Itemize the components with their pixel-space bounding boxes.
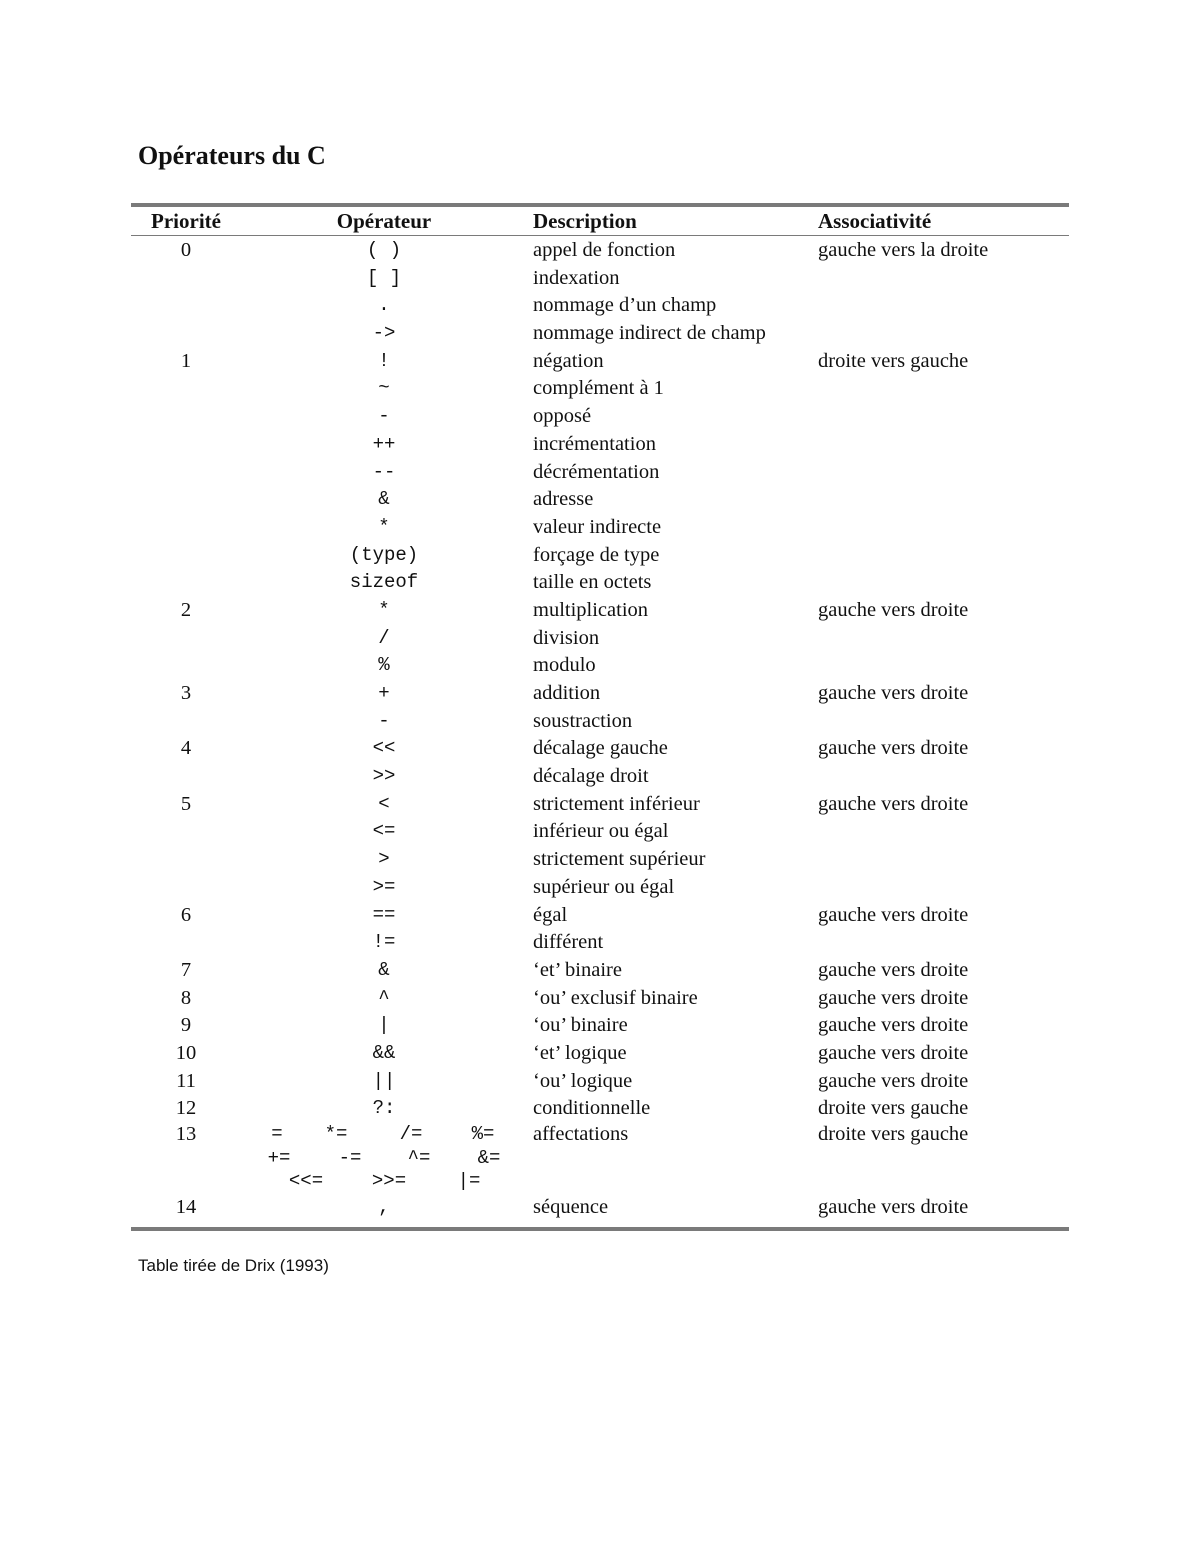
table-row — [131, 1040, 1069, 1068]
associativity-cell: gauche vers droite — [818, 1041, 969, 1064]
operator-symbol: * — [378, 515, 390, 538]
operator-symbol: /= — [399, 1123, 423, 1145]
associativity-cell: gauche vers droite — [818, 1069, 969, 1092]
priority-value: 11 — [176, 1069, 196, 1092]
operator-symbol: % — [378, 654, 390, 677]
operator-symbol: || — [372, 1069, 396, 1092]
operator-symbol: >= — [372, 875, 396, 898]
description-cell: ‘ou’ logique — [533, 1069, 633, 1092]
operator-symbol: ^= — [407, 1146, 431, 1169]
associativity-cell: gauche vers droite — [818, 792, 969, 815]
description-cell: supérieur ou égal — [533, 875, 675, 898]
description-cell: division — [533, 626, 600, 649]
description-cell: inférieur ou égal — [533, 820, 669, 843]
table-row-assignment — [131, 1123, 1069, 1147]
table-row — [131, 459, 1069, 487]
table-row — [131, 1068, 1069, 1096]
description-cell: affectations — [533, 1123, 629, 1145]
table-row — [131, 874, 1069, 902]
table-row — [131, 486, 1069, 514]
description-cell: complément à 1 — [533, 377, 664, 400]
operator-symbol: (type) — [349, 543, 419, 566]
table-row — [131, 514, 1069, 542]
operator-symbol: * — [378, 598, 390, 621]
description-cell: ‘ou’ binaire — [533, 1014, 628, 1037]
table-row — [131, 735, 1069, 763]
description-cell: négation — [533, 349, 604, 372]
priority-value: 8 — [180, 986, 192, 1009]
description-cell: nommage d’un champ — [533, 294, 717, 317]
associativity-cell: gauche vers droite — [818, 682, 969, 704]
operator-symbol: -- — [372, 460, 396, 483]
associativity-cell: droite vers gauche — [818, 1097, 969, 1120]
table-row — [131, 957, 1069, 985]
operator-symbol: &= — [477, 1146, 501, 1169]
operator-symbol: . — [378, 294, 390, 317]
table-row — [131, 1095, 1069, 1123]
description-cell: taille en octets — [533, 571, 652, 594]
table-row-assignment-continued — [131, 1170, 1069, 1194]
table-row — [131, 1012, 1069, 1040]
associativity-cell: gauche vers droite — [818, 1014, 969, 1037]
operator-symbol: ++ — [372, 432, 396, 455]
operator-symbol: && — [372, 1041, 396, 1064]
associativity-cell: gauche vers la droite — [818, 239, 989, 261]
table-row — [131, 375, 1069, 403]
associativity-cell: droite vers gauche — [818, 349, 969, 372]
priority-value: 2 — [180, 598, 192, 621]
description-cell: appel de fonction — [533, 239, 676, 261]
priority-value: 5 — [180, 792, 192, 815]
table-row — [131, 625, 1069, 653]
page-title: Opérateurs du C — [138, 141, 326, 170]
associativity-cell: gauche vers droite — [818, 598, 969, 621]
operator-symbol: |= — [457, 1170, 481, 1192]
table-row — [131, 708, 1069, 736]
priority-value: 12 — [175, 1097, 197, 1120]
operator-symbol: <<= — [288, 1170, 324, 1192]
operator-symbol: == — [372, 903, 396, 926]
operator-symbol: & — [378, 958, 390, 981]
header-description: Description — [533, 209, 637, 233]
operator-symbol: != — [372, 931, 396, 954]
operator-symbol: | — [378, 1014, 390, 1037]
operator-symbol: ! — [378, 349, 390, 372]
description-cell: soustraction — [533, 709, 633, 732]
operator-symbol: [ ] — [366, 266, 402, 289]
priority-value: 6 — [180, 903, 192, 926]
operator-symbol: -= — [338, 1146, 362, 1169]
table-row — [131, 403, 1069, 431]
description-cell: conditionnelle — [533, 1097, 651, 1120]
table-row — [131, 818, 1069, 846]
operator-symbol: ~ — [378, 377, 390, 400]
table-top-rule — [131, 203, 1069, 207]
operator-symbol: %= — [471, 1123, 495, 1145]
operator-symbol: ^ — [378, 986, 390, 1009]
description-cell: forçage de type — [533, 543, 660, 566]
operator-symbol: - — [378, 405, 390, 428]
header-associativity: Associativité — [818, 209, 932, 233]
priority-value: 3 — [180, 682, 192, 704]
operator-symbol: << — [372, 737, 396, 760]
priority-value: 10 — [175, 1041, 197, 1064]
description-cell: modulo — [533, 654, 596, 677]
description-cell: strictement inférieur — [533, 792, 700, 815]
operator-symbol: sizeof — [349, 571, 419, 594]
operator-symbol: *= — [324, 1123, 348, 1145]
associativity-cell: droite vers gauche — [818, 1123, 969, 1145]
operator-symbol: ( ) — [366, 239, 402, 261]
operator-symbol: ?: — [372, 1097, 396, 1120]
operator-symbol: & — [378, 488, 390, 511]
table-row — [131, 985, 1069, 1013]
description-cell: ‘et’ binaire — [533, 958, 622, 981]
priority-value: 7 — [180, 958, 192, 981]
table-row — [131, 652, 1069, 680]
operator-symbol: - — [378, 709, 390, 732]
operator-symbol: += — [267, 1146, 291, 1169]
table-caption: Table tirée de Drix (1993) — [138, 1256, 329, 1275]
table-row — [131, 265, 1069, 293]
table-header-rule — [131, 235, 1069, 236]
operator-symbol: -> — [372, 322, 396, 345]
description-cell: valeur indirecte — [533, 515, 662, 538]
description-cell: addition — [533, 682, 601, 704]
description-cell: décrémentation — [533, 460, 660, 483]
associativity-cell: gauche vers droite — [818, 1195, 969, 1218]
associativity-cell: gauche vers droite — [818, 986, 969, 1009]
operator-symbol: > — [378, 848, 390, 871]
operator-symbol: >> — [372, 765, 396, 788]
description-cell: adresse — [533, 488, 594, 511]
table-row — [131, 237, 1069, 265]
operator-symbol: <= — [372, 820, 396, 843]
table-row — [131, 929, 1069, 957]
description-cell: décalage droit — [533, 765, 649, 788]
table-row — [131, 597, 1069, 625]
description-cell: séquence — [533, 1195, 609, 1218]
priority-value: 9 — [180, 1014, 192, 1037]
table-row — [131, 320, 1069, 348]
description-cell: indexation — [533, 266, 620, 289]
description-cell: décalage gauche — [533, 737, 668, 760]
description-cell: strictement supérieur — [533, 848, 706, 871]
description-cell: égal — [533, 903, 568, 926]
priority-value: 4 — [180, 737, 192, 760]
table-row-assignment-continued — [131, 1147, 1069, 1171]
description-cell: nommage indirect de champ — [533, 322, 766, 345]
table-row — [131, 1194, 1069, 1222]
operator-symbol: >>= — [371, 1170, 407, 1192]
table-body — [131, 237, 1069, 1221]
priority-value: 1 — [180, 349, 192, 372]
table-row — [131, 763, 1069, 791]
table-bottom-rule — [131, 1227, 1069, 1231]
table-row — [131, 791, 1069, 819]
operator-symbol: + — [378, 682, 390, 704]
table-row — [131, 846, 1069, 874]
description-cell: multiplication — [533, 598, 649, 621]
operator-symbol: / — [378, 626, 390, 649]
associativity-cell: gauche vers droite — [818, 903, 969, 926]
operator-symbol: < — [378, 792, 390, 815]
table-row — [131, 292, 1069, 320]
table-row — [131, 348, 1069, 376]
table-row — [131, 542, 1069, 570]
table-row — [131, 431, 1069, 459]
description-cell: incrémentation — [533, 432, 656, 455]
table-row — [131, 569, 1069, 597]
priority-value: 13 — [175, 1123, 197, 1145]
operator-symbol: , — [378, 1195, 390, 1218]
operator-symbol: = — [271, 1123, 283, 1145]
priority-value: 0 — [180, 239, 192, 261]
associativity-cell: gauche vers droite — [818, 958, 969, 981]
description-cell: opposé — [533, 405, 592, 428]
table-row — [131, 902, 1069, 930]
table-row — [131, 680, 1069, 708]
priority-value: 14 — [175, 1195, 197, 1218]
associativity-cell: gauche vers droite — [818, 737, 969, 760]
description-cell: ‘et’ logique — [533, 1041, 627, 1064]
description-cell: différent — [533, 931, 604, 954]
description-cell: ‘ou’ exclusif binaire — [533, 986, 698, 1009]
